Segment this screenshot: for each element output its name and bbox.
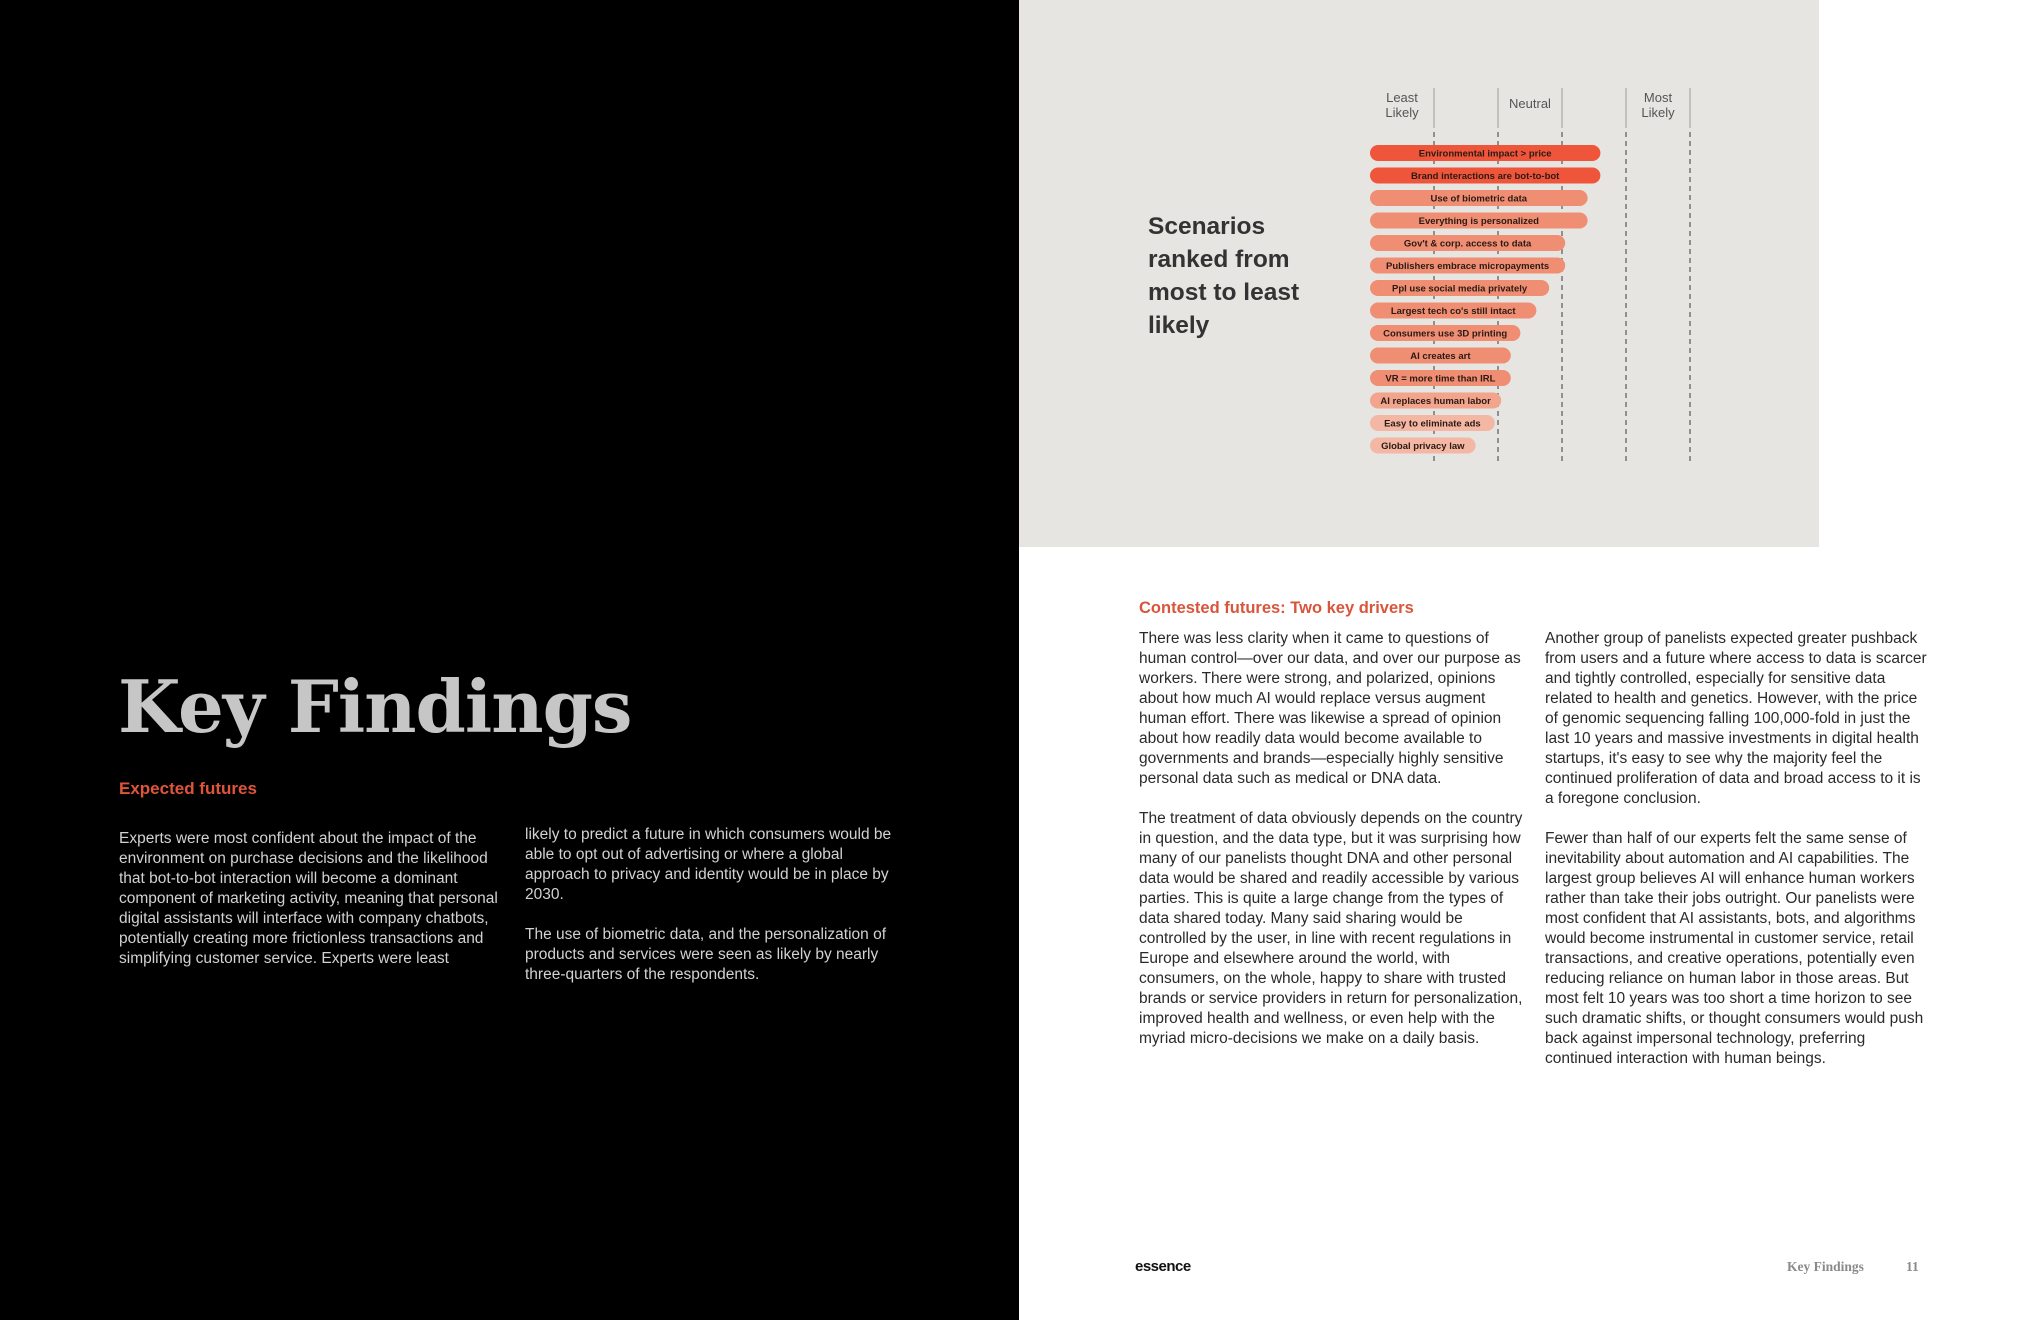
bar-label-9: AI creates art: [1410, 351, 1471, 362]
chart-title: Scenarios ranked from most to least likely: [1148, 213, 1300, 339]
contested-futures-heading: Contested futures: Two key drivers: [1139, 599, 1414, 617]
bar-label-12: Easy to eliminate ads: [1384, 418, 1481, 430]
page-number: 11: [1906, 1259, 1919, 1274]
bar-label-5: Publishers embrace micropayments: [1386, 261, 1550, 272]
bar-label-1: Brand interactions are bot-to-bot: [1411, 171, 1560, 182]
right-column-2: [1545, 629, 1930, 1089]
right-col2-para-2: Fewer than half of our experts felt the same sense of inevitability about automation and AI capabilities. The largest group believes AI will enhance human workers rather than take their jobs outright. Our panelists were most confident that AI assistants, bots, and algorithms would become instrumental in customer service, retail transactions, and creative operations, potentially even reducing reliance on human labor in those areas. But most felt 10 years was too short a time horizon to see such dramatic shifts, or thought consumers would push back against impersonal technology, preferring continued interaction with human beings.: [1545, 830, 1924, 1067]
bar-label-7: Largest tech co's still intact: [1390, 306, 1516, 317]
page-title: Key Findings: [118, 664, 632, 749]
right-column-1: [1139, 629, 1524, 1069]
bar-label-8: Consumers use 3D printing: [1383, 328, 1508, 340]
scale-label-1: Neutral: [1509, 96, 1551, 111]
bar-label-3: Everything is personalized: [1418, 216, 1539, 227]
left-column-2: [525, 825, 900, 1005]
expected-futures-heading: Expected futures: [119, 779, 257, 798]
left-page: [0, 0, 1019, 1320]
left-column-1: [119, 829, 499, 989]
left-col2-para-1: likely to predict a future in which consumers would be able to opt out of advertising or where a global approach to privacy and identity would be in place by 2030.: [525, 826, 892, 903]
right-col1-para-1: There was less clarity when it came to questions of human control—over our data, and over our purpose as workers. There were strong, and polarized, opinions about how much AI would replace versus augment human effort. There was likewise a spread of opinion about how readily data would become available to governments and brands—especially highly sensitive personal data such as medical or DNA data.: [1139, 630, 1521, 787]
bar-label-2: Use of biometric data: [1430, 193, 1528, 205]
bar-label-0: Environmental impact > price: [1418, 148, 1552, 160]
scale-label-0: Least Likely: [1385, 90, 1419, 120]
footer-section-label: Key Findings: [1787, 1259, 1864, 1274]
scale-label-2: Most Likely: [1641, 90, 1675, 120]
right-col1-para-2: The treatment of data obviously depends on the country in question, and the data type, but it was surprising how many of our panelists thought DNA and other personal data would be shared and readily accessible by various parties. This is quite a large change from the types of data shared today. Many said sharing would be controlled by the user, in line with recent regulations in Europe and elsewhere around the world, with consumers, on the whole, happy to share with trusted brands or service providers in return for personalization, improved health and wellness, or even help with the myriad micro-decisions we make on a daily basis.: [1139, 810, 1523, 1047]
essence-logo: essence: [1135, 1258, 1191, 1275]
bar-label-13: Global privacy law: [1381, 441, 1465, 452]
right-col2-para-1: Another group of panelists expected greater pushback from users and a future where access to data is scarcer and tightly controlled, especially for sensitive data related to health and genetics. However, with the price of genomic sequencing falling 100,000-fold in just the last 10 years and massive investments in digital health startups, it's easy to see why the majority feel the continued proliferation of data and broad access to it is a foregone conclusion.: [1545, 630, 1927, 807]
left-col2-para-2: The use of biometric data, and the personalization of products and services were seen as likely by nearly three-quarters of the respondents.: [525, 926, 887, 983]
bar-label-6: Ppl use social media privately: [1392, 283, 1528, 295]
bar-label-10: VR = more time than IRL: [1385, 373, 1496, 385]
bar-label-11: AI replaces human labor: [1380, 396, 1491, 407]
scenario-chart: [1300, 70, 1700, 470]
bar-label-4: Gov't & corp. access to data: [1403, 238, 1532, 250]
left-col1-para-1: Experts were most confident about the impact of the environment on purchase decisions and the likelihood that bot-to-bot interaction will become a dominant component of marketing activity, meaning that personal digital assistants will interface with company chatbots, potentially creating more frictionless transactions and simplifying customer service. Experts were least: [119, 830, 498, 967]
